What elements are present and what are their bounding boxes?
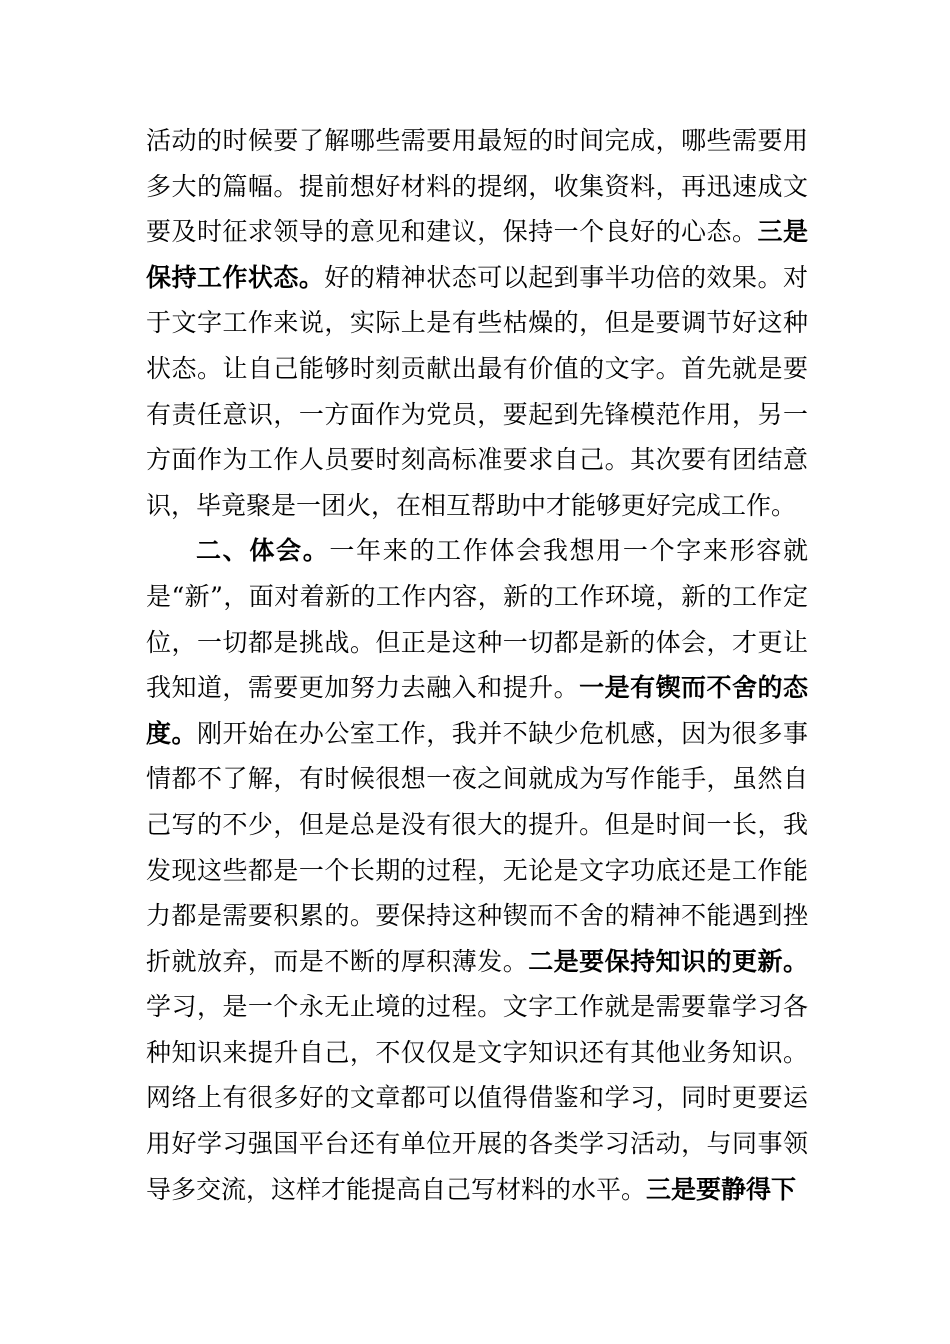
document-body <box>146 118 808 1212</box>
paragraph-2 <box>146 528 808 1212</box>
paragraph-1 <box>146 118 808 528</box>
paragraph-1-text-1: 活动的时候要了解哪些需要用最短的时间完成，哪些需要用多大的篇幅。提前想好材料的提纲，收集资料，再迅速成文要及时征求领导的意见和建议，保持一个良好的心态。 <box>146 126 808 247</box>
paragraph-1-text-2: 好的精神状态可以起到事半功倍的效果。对于文字工作来说，实际上是有些枯燥的，但是要调节好这种状态。让自己能够时刻贡献出最有价值的文字。首先就是要有责任意识，一方面作为党员，要起到先锋模范作用，另一方面作为工作人员要时刻高标准要求自己。其次要有团结意识，毕竟聚是一团火，在相互帮助中才能够更好完成工作。 <box>146 262 808 520</box>
paragraph-2-heading-yi-shi: 一是有锲而不舍的态度。 <box>146 673 808 748</box>
section-heading-tihui: 二、体会。 <box>196 536 330 566</box>
paragraph-2-heading-er-shi: 二是要保持知识的更新。 <box>528 946 808 976</box>
paragraph-1-heading-san-shi: 三是保持工作状态。 <box>146 217 808 292</box>
paragraph-2-heading-san-shi: 三是要静得下 <box>646 1174 797 1204</box>
paragraph-2-text-3: 学习，是一个永无止境的过程。文字工作就是需要靠学习各种知识来提升自己，不仅仅是文字知识还有其他业务知识。网络上有很多好的文章都可以值得借鉴和学习，同时更要运用好学习强国平台还有单位开展的各类学习活动，与同事领导多交流，这样才能提高自己写材料的水平。 <box>146 992 808 1204</box>
paragraph-2-text-1: 一年来的工作体会我想用一个字来形容就是“新”，面对着新的工作内容，新的工作环境，新的工作定位，一切都是挑战。但正是这种一切都是新的体会，才更让我知道，需要更加努力去融入和提升。 <box>146 536 808 703</box>
paragraph-2-text-2: 刚开始在办公室工作，我并不缺少危机感，因为很多事情都不了解，有时候很想一夜之间就成为写作能手，虽然自己写的不少，但是总是没有很大的提升。但是时间一长，我发现这些都是一个长期的过程，无论是文字功底还是工作能力都是需要积累的。要保持这种锲而不舍的精神不能遇到挫折就放弃，而是不断的厚积薄发。 <box>146 718 808 976</box>
